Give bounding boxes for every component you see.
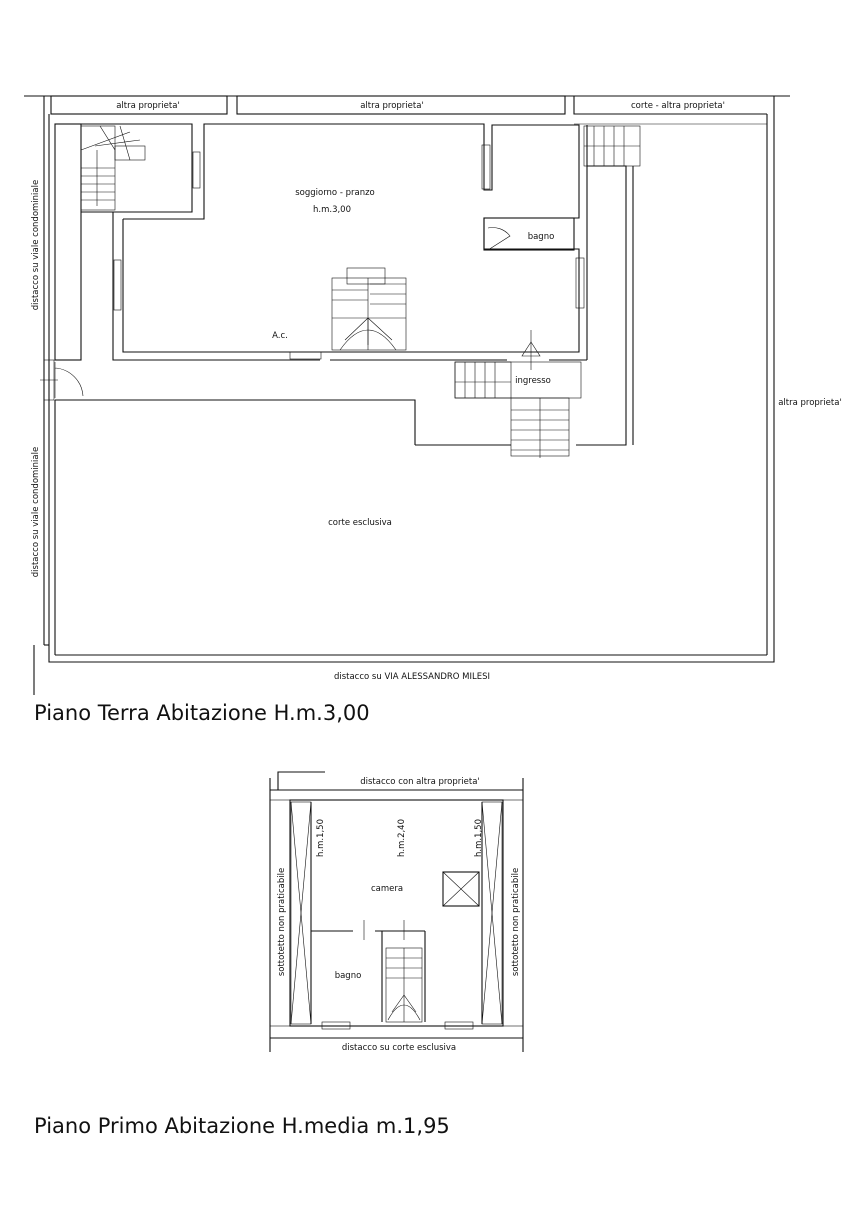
label-neighbor-right: altra proprieta'	[778, 398, 842, 408]
label-living: soggiorno - pranzo	[295, 188, 375, 198]
ff-label-room: camera	[370, 884, 404, 894]
label-neighbor-left: altra proprieta'	[116, 101, 180, 111]
ff-label-top: distacco con altra proprieta'	[360, 777, 480, 787]
ff-label-height-left: h.m.1,50	[316, 819, 326, 857]
label-side-upper: distacco su viale condominiale	[31, 179, 41, 311]
first-floor-plan	[34, 772, 523, 1138]
ff-label-attic-right: sottotetto non praticabile	[511, 867, 521, 977]
ground-floor-title: Piano Terra Abitazione H.m.3,00	[34, 701, 370, 725]
living-outer-west	[113, 212, 320, 360]
stair-ne	[584, 126, 640, 166]
label-court: corte esclusiva	[328, 518, 392, 528]
ff-label-bath: bagno	[334, 971, 362, 981]
ff-label-height-right: h.m.1,50	[474, 819, 484, 857]
label-ac: A.c.	[272, 331, 288, 341]
ff-top-corner	[278, 772, 325, 790]
ff-label-bottom: distacco su corte esclusiva	[341, 1043, 457, 1053]
west-corridor	[55, 124, 81, 360]
ff-label-height-center: h.m.2,40	[397, 819, 407, 857]
ff-stair	[386, 948, 422, 1022]
ground-floor-plan	[24, 96, 842, 725]
label-side-lower: distacco su viale condominiale	[31, 446, 41, 578]
window-west	[114, 260, 121, 310]
label-living-height: h.m.3,00	[313, 205, 351, 215]
lot-boundary	[49, 96, 774, 662]
window-nw	[193, 152, 200, 188]
stair-central	[332, 268, 406, 350]
ff-label-attic-left: sottotetto non praticabile	[277, 867, 287, 977]
label-street: distacco su VIA ALESSANDRO MILESI	[333, 672, 491, 682]
stair-entrance	[455, 330, 569, 458]
east-wall-corridor	[576, 166, 626, 445]
bathroom-door-swing	[488, 228, 510, 250]
window-north-east	[482, 145, 490, 189]
label-neighbor-mid: altra proprieta'	[360, 101, 424, 111]
label-entrance: ingresso	[515, 376, 551, 386]
court-north-wall	[55, 400, 415, 445]
west-door-swing	[55, 362, 83, 398]
label-bath: bagno	[527, 232, 555, 242]
stair-nw	[81, 126, 145, 210]
first-floor-title: Piano Primo Abitazione H.media m.1,95	[34, 1114, 450, 1138]
window-south	[290, 352, 321, 359]
label-court-neighbor: corte - altra proprieta'	[631, 101, 725, 111]
window-east	[576, 258, 584, 308]
